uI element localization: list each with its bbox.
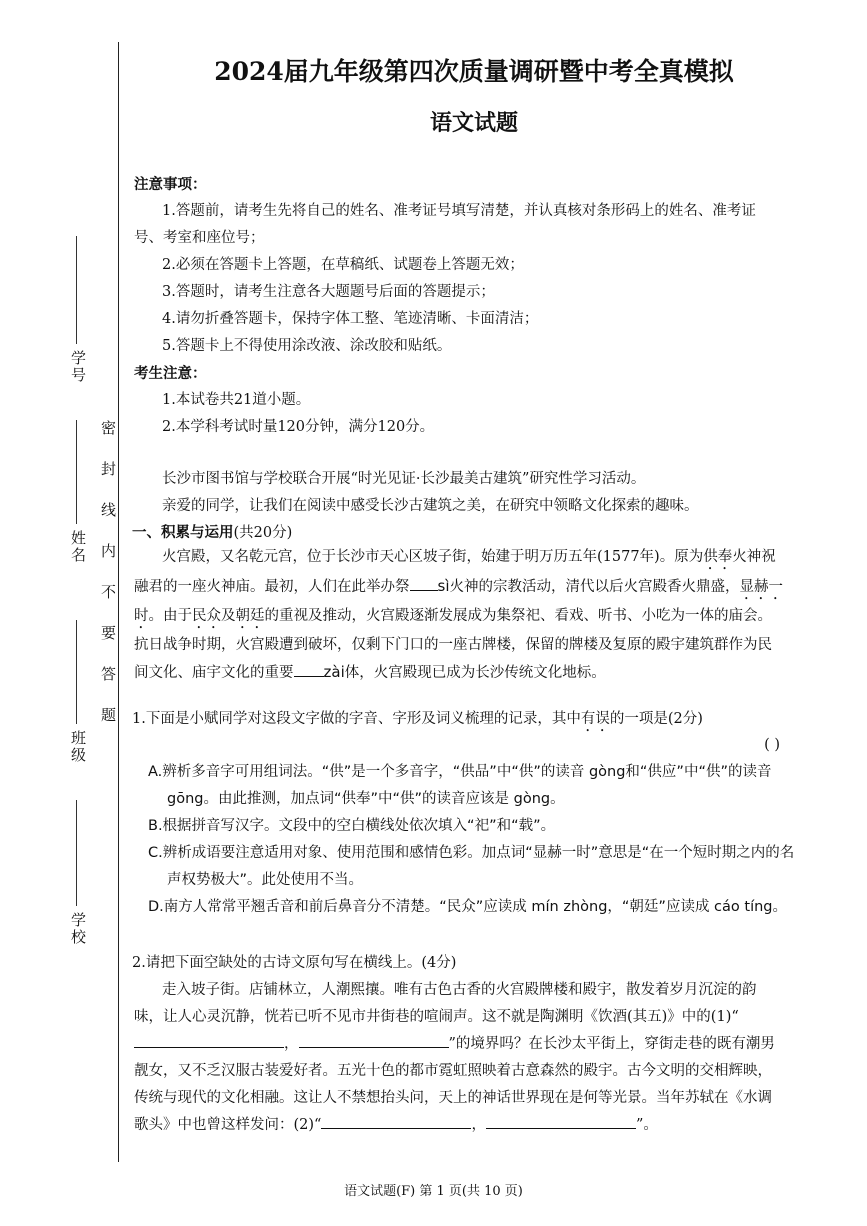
option-a: A.辨析多音字可用组词法。“供”是一个多音字，“供品”中“供”的读音 gòng和“供应”中“供”的读音 gōng。由此推测，加点词“供奉”中“供”的读音应该是 gòng。 — [148, 764, 772, 807]
answer-blank[interactable] — [486, 1128, 636, 1129]
examinee-item: 1.本试卷共21道小题。 — [162, 392, 311, 408]
option-b: B.根据拼音写汉字。文段中的空白横线处依次填入“祀”和“载”。 — [148, 818, 556, 834]
answer-blank[interactable] — [321, 1128, 471, 1129]
examinee-heading: 考生注意： — [134, 365, 207, 382]
page-footer: 语文试题(F) 第 1 页(共 10 页) — [344, 1184, 523, 1199]
dotted-word: 供奉 — [703, 549, 733, 565]
notice-item: 3.答题时，请考生注意各大题题号后面的答题提示； — [162, 284, 495, 300]
name-field[interactable] — [76, 420, 77, 524]
section1-heading: 一、积累与运用(共20分) — [132, 524, 293, 541]
school-label: 学校 — [69, 912, 87, 946]
notice-item: 5.答题卡上不得使用涂改液、涂改胶和贴纸。 — [162, 338, 452, 354]
pinyin-blank[interactable] — [294, 676, 324, 677]
intro-line: 长沙市图书馆与学校联合开展“时光见证·长沙最美古建筑”研究性学习活动。 — [162, 471, 646, 487]
dotted-word: 显赫一时 — [134, 579, 783, 624]
school-field[interactable] — [76, 800, 77, 906]
notice-item: 2.必须在答题卡上答题，在草稿纸、试题卷上答题无效； — [162, 257, 524, 273]
dotted-word: 民众 — [192, 608, 221, 624]
examinee-item: 2.本学科考试时量120分钟，满分120分。 — [162, 419, 435, 435]
notice-heading: 注意事项： — [134, 176, 207, 193]
seal-line-text: 密封线内不要答题 — [99, 420, 117, 748]
student-number-field[interactable] — [76, 236, 77, 344]
notice-item: 1.答题前，请考生先将自己的姓名、准考证号填写清楚，并认真核对条形码上的姓名、准考证号、考室和座位号； — [134, 203, 756, 246]
exam-subtitle: 语文试题 — [429, 110, 518, 136]
name-label: 姓名 — [69, 530, 87, 564]
pinyin-blank[interactable] — [410, 590, 438, 591]
option-d: D.南方人常常平翘舌音和前后鼻音分不清楚。“民众”应读成 mín zhòng，“朝廷”应读成 cáo tíng。 — [148, 899, 788, 915]
exam-title: 2024届九年级第四次质量调研暨中考全真模拟 — [214, 57, 734, 86]
question-2-passage: 走入坡子街。店铺林立，人潮熙攘。唯有古色古香的火宫殿牌楼和殿宇，散发着岁月沉淀的韵味，让人心灵沉静，恍若已听不见市井街巷的喧闹声。这不就是陶渊明《饮酒(其五)》中的(1)“， ”的境界吗？在长沙太平街上，穿街走巷的既有潮男靓女，又不乏汉服古装爱好者。五光十色的都市霓虹照映着古意森然的殿宇。古今文明的交相辉映，传统与现代的文化相融。这让人不禁想抬头问，天上的神话世界现在是何等光景。当年苏轼在《水调歌头》中也曾这样发问：(2)“ ， ”。 — [134, 982, 775, 1133]
answer-blank[interactable] — [299, 1047, 449, 1048]
student-number-label: 学号 — [69, 350, 87, 384]
question-1-stem: 1.下面是小赋同学对这段文字做的字音、字形及词义梳理的记录，其中有误的一项是(2分) — [132, 711, 703, 727]
class-field[interactable] — [76, 620, 77, 724]
dotted-word: 朝廷 — [235, 608, 265, 624]
reading-passage: 火宫殿，又名乾元宫，位于长沙市天心区坡子街，始建于明万历五年(1577年)。原为供奉火神祝融君的一座火神庙。最初，人们在此举办祭 sì火神的宗教活动，清代以后火宫殿香火鼎盛，显赫一时。由于民众及朝廷的重视及推动，火宫殿逐渐发展成为集祭祀、看戏、听书、小吃为一体的庙会。抗日战争时期，火宫殿遭到破坏，仅剩下门口的一座古牌楼，保留的牌楼及复原的殿宇建筑群作为民间文化、庙宇文化的重要 zài体，火宫殿现已成为长沙传统文化地标。 — [134, 549, 783, 682]
question-2-stem: 2.请把下面空缺处的古诗文原句写在横线上。(4分) — [132, 955, 457, 971]
answer-blank[interactable] — [134, 1047, 284, 1048]
class-label: 班级 — [69, 730, 87, 764]
option-c: C.辨析成语要注意适用对象、使用范围和感情色彩。加点词“显赫一时”意思是“在一个短时期之内的名声权势极大”。此处使用不当。 — [148, 845, 795, 888]
intro-line: 亲爱的同学，让我们在阅读中感受长沙古建筑之美，在研究中领略文化探索的趣味。 — [162, 498, 699, 514]
notice-item: 4.请勿折叠答题卡，保持字体工整、笔迹清晰、卡面清洁； — [162, 311, 539, 327]
answer-parentheses[interactable]: ( ) — [764, 737, 780, 753]
